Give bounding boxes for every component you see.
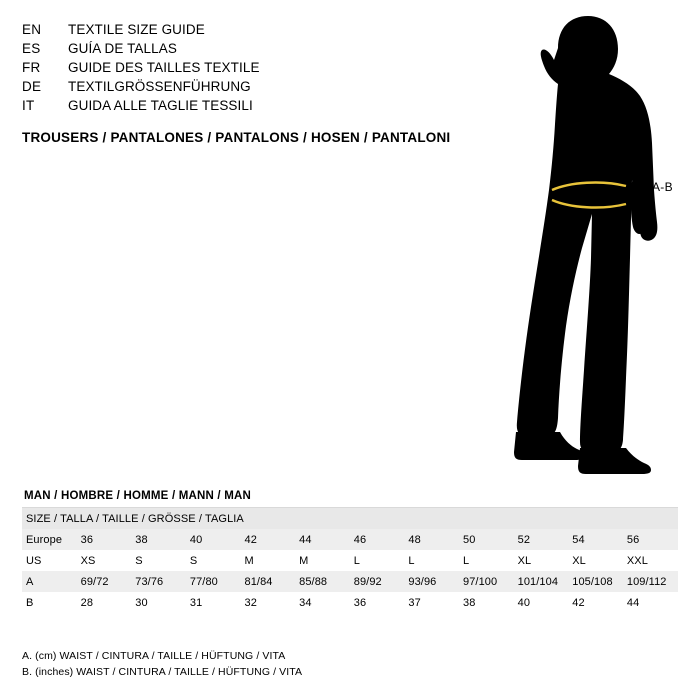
cell: 44 [623, 592, 678, 613]
language-title: GUIDA ALLE TAGLIE TESSILI [68, 98, 253, 113]
cell: 50 [459, 529, 514, 550]
language-code: EN [22, 22, 42, 37]
table-row [22, 529, 678, 550]
cell: 89/92 [350, 571, 405, 592]
footnote-a: A. (cm) WAIST / CINTURA / TAILLE / HÜFTUNG / VITA [22, 650, 286, 662]
cell: XXL [623, 550, 678, 571]
figure-illustration [430, 8, 690, 478]
cell: 46 [350, 529, 405, 550]
measure-label-ab: A-B [652, 180, 673, 194]
table-row [22, 571, 678, 592]
language-row [22, 20, 482, 39]
cell: 85/88 [295, 571, 350, 592]
language-row [22, 39, 482, 58]
cell: 69/72 [77, 571, 132, 592]
language-row [22, 77, 482, 96]
category-title: TROUSERS / PANTALONES / PANTALONS / HOSEN / PANTALONI [22, 130, 451, 145]
language-code: IT [22, 98, 35, 113]
language-title: TEXTILE SIZE GUIDE [68, 22, 205, 37]
size-table [22, 508, 678, 613]
cell: L [404, 550, 459, 571]
cell: 77/80 [186, 571, 241, 592]
language-code: FR [22, 60, 41, 75]
cell: S [131, 550, 186, 571]
cell: 97/100 [459, 571, 514, 592]
cell: 32 [241, 592, 296, 613]
language-code: DE [22, 79, 42, 94]
cell: 52 [514, 529, 569, 550]
cell: 42 [568, 592, 623, 613]
cell: 38 [459, 592, 514, 613]
cell: 34 [295, 592, 350, 613]
cell: 28 [77, 592, 132, 613]
footnotes [22, 648, 622, 680]
cell: 37 [404, 592, 459, 613]
language-title: TEXTILGRÖSSENFÜHRUNG [68, 79, 251, 94]
cell: 40 [514, 592, 569, 613]
size-header-cell: SIZE / TALLA / TAILLE / GRÖSSE / TAGLIA [22, 508, 678, 529]
cell: 93/96 [404, 571, 459, 592]
table-row [22, 508, 678, 529]
cell: 38 [131, 529, 186, 550]
cell: 31 [186, 592, 241, 613]
language-code: ES [22, 41, 41, 56]
language-title: GUIDE DES TAILLES TEXTILE [68, 60, 260, 75]
language-title-block [22, 20, 482, 115]
cell: 73/76 [131, 571, 186, 592]
cell: 81/84 [241, 571, 296, 592]
cell: 42 [241, 529, 296, 550]
cell: 56 [623, 529, 678, 550]
language-title: GUÍA DE TALLAS [68, 41, 177, 56]
table-row [22, 592, 678, 613]
cell: 44 [295, 529, 350, 550]
cell: 101/104 [514, 571, 569, 592]
language-row [22, 58, 482, 77]
cell: M [241, 550, 296, 571]
cell: S [186, 550, 241, 571]
footnote-b: B. (inches) WAIST / CINTURA / TAILLE / HÜFTUNG / VITA [22, 666, 303, 678]
man-silhouette-icon [514, 16, 657, 474]
cell: 54 [568, 529, 623, 550]
row-label: US [22, 550, 77, 571]
cell: 36 [350, 592, 405, 613]
language-row [22, 96, 482, 115]
cell: 30 [131, 592, 186, 613]
table-group-header: MAN / HOMBRE / HOMME / MANN / MAN [22, 488, 678, 508]
cell: 48 [404, 529, 459, 550]
row-label: B [22, 592, 77, 613]
cell: 36 [77, 529, 132, 550]
cell: L [350, 550, 405, 571]
row-label: A [22, 571, 77, 592]
cell: XS [77, 550, 132, 571]
cell: 40 [186, 529, 241, 550]
cell: 105/108 [568, 571, 623, 592]
cell: M [295, 550, 350, 571]
cell: XL [514, 550, 569, 571]
cell: 109/112 [623, 571, 678, 592]
cell: L [459, 550, 514, 571]
size-table-section [22, 488, 678, 613]
cell: XL [568, 550, 623, 571]
table-row [22, 550, 678, 571]
row-label: Europe [22, 529, 77, 550]
